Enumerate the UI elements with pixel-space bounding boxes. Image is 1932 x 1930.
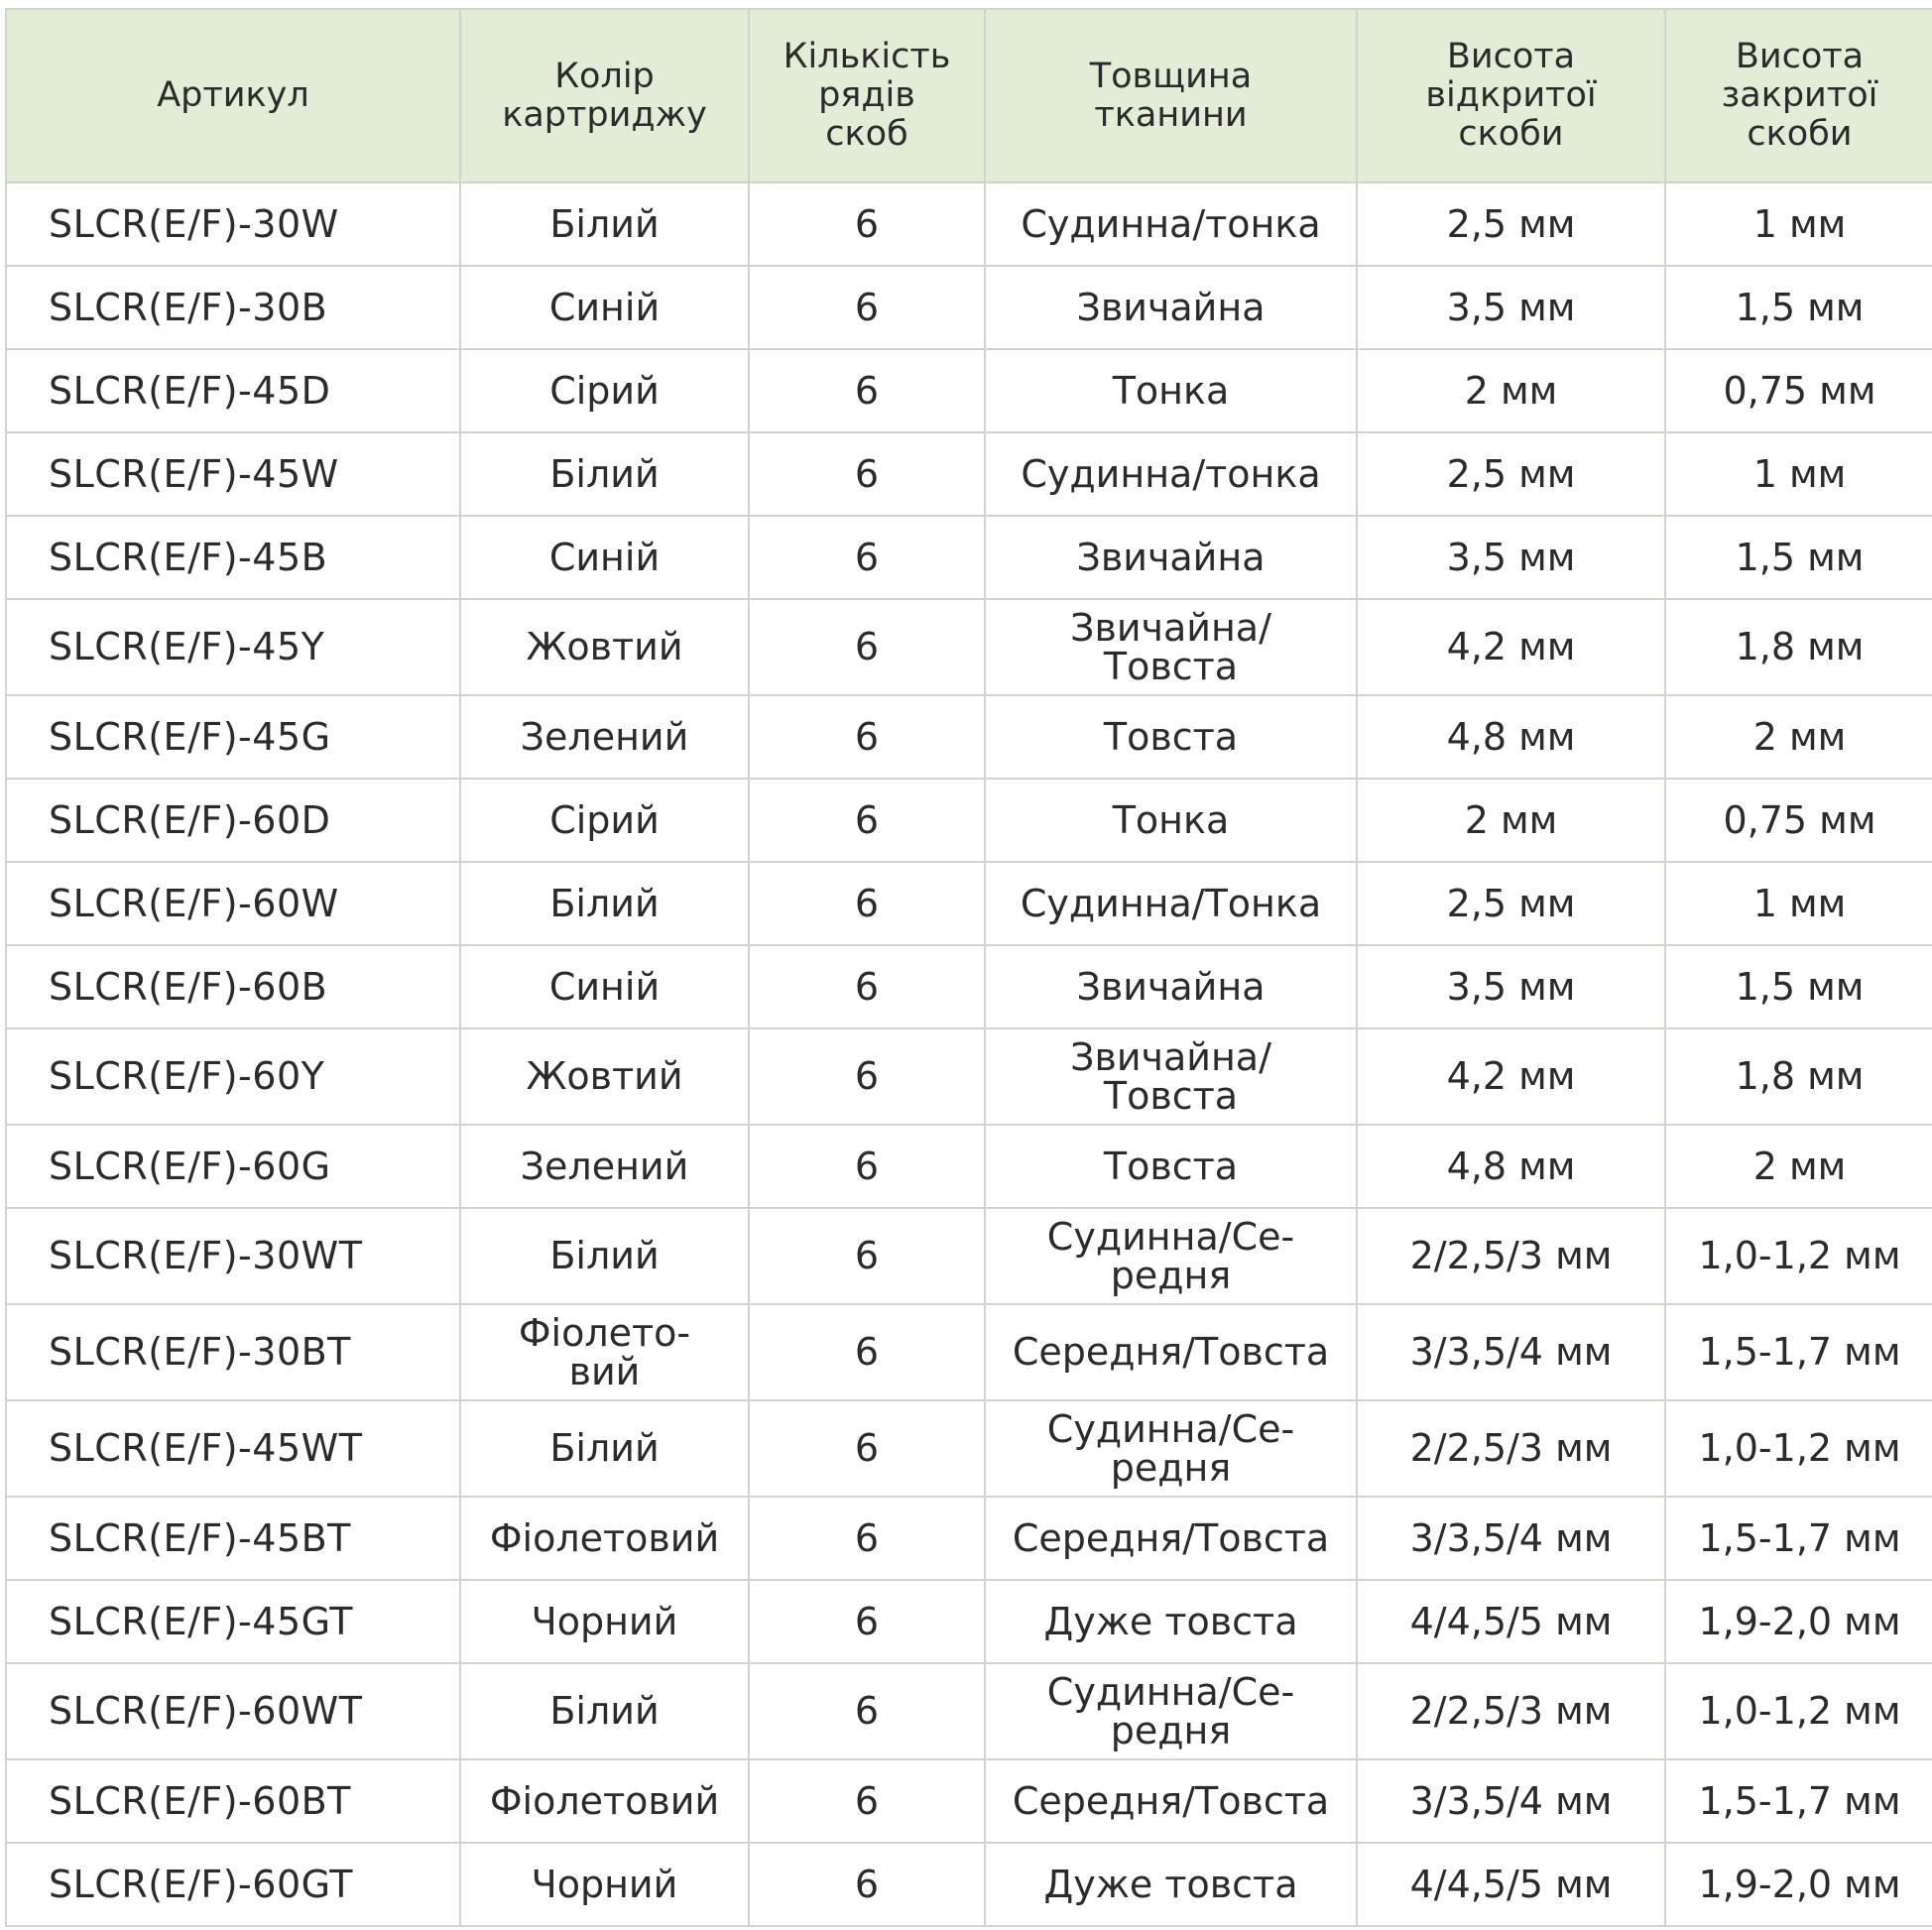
cell-cartridge-color xyxy=(460,862,749,945)
cell-closed-staple-height: 1,5 мм xyxy=(1665,945,1932,1028)
cell-staple-rows: 6 xyxy=(749,945,985,1028)
cell-open-staple-height: 4,8 мм xyxy=(1357,695,1665,779)
stapler-cartridge-table-container xyxy=(5,8,1932,1927)
table-row xyxy=(6,1663,1932,1759)
cell-tissue-thickness xyxy=(985,1843,1357,1926)
cell-tissue-thickness xyxy=(985,862,1357,945)
cell-cartridge-color xyxy=(460,945,749,1028)
header-label-line: скоби xyxy=(1458,114,1564,154)
cell-cartridge-color xyxy=(460,266,749,349)
cell-cartridge-color xyxy=(460,432,749,516)
cell-closed-staple-height: 2 мм xyxy=(1665,1125,1932,1208)
cell-staple-rows: 6 xyxy=(749,1843,985,1926)
header-open-staple-height xyxy=(1357,9,1665,182)
cell-open-staple-height: 2,5 мм xyxy=(1357,182,1665,266)
cell-open-staple-height: 4/4,5/5 мм xyxy=(1357,1580,1665,1663)
table-row xyxy=(6,1304,1932,1400)
cell-cartridge-color-line: Зелений xyxy=(520,1144,689,1188)
header-label-line: Кількість xyxy=(783,37,951,76)
cell-open-staple-height: 3,5 мм xyxy=(1357,945,1665,1028)
header-closed-staple-height xyxy=(1665,9,1932,182)
cell-article: SLCR(E/F)-45W xyxy=(6,432,460,516)
header-label-line: Товщина xyxy=(1089,56,1253,96)
table-row xyxy=(6,1497,1932,1580)
cell-tissue-thickness-line: редня xyxy=(1110,1708,1232,1752)
cell-cartridge-color xyxy=(460,349,749,432)
cell-tissue-thickness-line: Середня/Товста xyxy=(1012,1778,1330,1823)
header-label-line: Висота xyxy=(1735,37,1865,76)
cell-tissue-thickness-line: Товста xyxy=(1103,1144,1239,1188)
cell-cartridge-color xyxy=(460,695,749,779)
cell-closed-staple-height: 1,0-1,2 мм xyxy=(1665,1663,1932,1759)
cell-closed-staple-height: 1 мм xyxy=(1665,862,1932,945)
table-row xyxy=(6,1125,1932,1208)
cell-article: SLCR(E/F)-45B xyxy=(6,516,460,599)
cell-cartridge-color-line: Білий xyxy=(549,451,660,496)
header-label-line: Колір xyxy=(554,56,655,96)
cell-article: SLCR(E/F)-45BT xyxy=(6,1497,460,1580)
header-label-line: картриджу xyxy=(502,94,707,135)
cell-cartridge-color-line: Жовтий xyxy=(526,625,683,668)
cell-tissue-thickness-line: редня xyxy=(1110,1445,1232,1490)
table-row xyxy=(6,1843,1932,1926)
table-row xyxy=(6,599,1932,695)
cell-cartridge-color xyxy=(460,1400,749,1497)
cell-tissue-thickness-line: Звичайна/ xyxy=(1070,1034,1271,1079)
cell-staple-rows: 6 xyxy=(749,182,985,266)
cell-tissue-thickness xyxy=(985,1580,1357,1663)
cell-cartridge-color xyxy=(460,516,749,599)
cell-article: SLCR(E/F)-60WT xyxy=(6,1663,460,1759)
cell-open-staple-height: 3/3,5/4 мм xyxy=(1357,1759,1665,1843)
cell-tissue-thickness-line: Судинна/Се- xyxy=(1046,1406,1295,1451)
cell-staple-rows: 6 xyxy=(749,1208,985,1304)
cell-cartridge-color-line: Синій xyxy=(548,285,661,329)
cell-open-staple-height: 3,5 мм xyxy=(1357,516,1665,599)
table-row xyxy=(6,945,1932,1028)
cell-cartridge-color xyxy=(460,1497,749,1580)
cell-staple-rows: 6 xyxy=(749,266,985,349)
cell-staple-rows: 6 xyxy=(749,516,985,599)
cell-staple-rows: 6 xyxy=(749,1580,985,1663)
cell-cartridge-color-line: Синій xyxy=(548,535,661,579)
table-row xyxy=(6,1028,1932,1125)
cell-tissue-thickness xyxy=(985,695,1357,779)
header-label-line: закритої xyxy=(1721,75,1878,115)
cell-cartridge-color xyxy=(460,599,749,695)
header-label-line: відкритої xyxy=(1425,75,1597,115)
stapler-cartridge-table xyxy=(5,8,1932,1927)
cell-tissue-thickness xyxy=(985,779,1357,862)
cell-article: SLCR(E/F)-45GT xyxy=(6,1580,460,1663)
cell-cartridge-color-line: Білий xyxy=(549,1426,660,1470)
cell-open-staple-height: 4,2 мм xyxy=(1357,1028,1665,1125)
cell-open-staple-height: 2,5 мм xyxy=(1357,862,1665,945)
cell-cartridge-color xyxy=(460,1759,749,1843)
cell-tissue-thickness-line: Звичайна xyxy=(1076,285,1266,329)
cell-cartridge-color-line: Синій xyxy=(548,964,661,1009)
table-row xyxy=(6,862,1932,945)
cell-staple-rows: 6 xyxy=(749,1759,985,1843)
cell-open-staple-height: 4,2 мм xyxy=(1357,599,1665,695)
cell-staple-rows: 6 xyxy=(749,349,985,432)
cell-tissue-thickness xyxy=(985,1304,1357,1400)
cell-staple-rows: 6 xyxy=(749,599,985,695)
cell-cartridge-color xyxy=(460,1580,749,1663)
cell-tissue-thickness-line: Звичайна xyxy=(1076,964,1266,1009)
cell-closed-staple-height: 1,0-1,2 мм xyxy=(1665,1400,1932,1497)
cell-tissue-thickness xyxy=(985,266,1357,349)
cell-cartridge-color-line: Білий xyxy=(549,201,660,246)
cell-tissue-thickness-line: Товста xyxy=(1103,1073,1239,1118)
cell-tissue-thickness xyxy=(985,1663,1357,1759)
cell-tissue-thickness-line: Судинна/тонка xyxy=(1021,451,1321,496)
cell-closed-staple-height: 1 мм xyxy=(1665,432,1932,516)
cell-tissue-thickness xyxy=(985,599,1357,695)
cell-article: SLCR(E/F)-45G xyxy=(6,695,460,779)
cell-tissue-thickness-line: Судинна/тонка xyxy=(1021,201,1321,246)
cell-closed-staple-height: 1,5-1,7 мм xyxy=(1665,1759,1932,1843)
cell-article: SLCR(E/F)-60B xyxy=(6,945,460,1028)
cell-cartridge-color xyxy=(460,1663,749,1759)
cell-cartridge-color-line: Білий xyxy=(549,1689,660,1733)
cell-closed-staple-height: 1 мм xyxy=(1665,182,1932,266)
cell-cartridge-color-line: Чорний xyxy=(531,1862,678,1906)
cell-closed-staple-height: 0,75 мм xyxy=(1665,349,1932,432)
table-row xyxy=(6,432,1932,516)
table-row xyxy=(6,349,1932,432)
cell-closed-staple-height: 1,8 мм xyxy=(1665,599,1932,695)
cell-tissue-thickness-line: Середня/Товста xyxy=(1012,1330,1330,1374)
cell-tissue-thickness xyxy=(985,432,1357,516)
cell-cartridge-color-line: Сірий xyxy=(549,368,660,413)
cell-open-staple-height: 2 мм xyxy=(1357,349,1665,432)
header-label-line: Висота xyxy=(1446,37,1576,76)
cell-cartridge-color-line: вий xyxy=(568,1349,641,1393)
cell-open-staple-height: 3,5 мм xyxy=(1357,266,1665,349)
cell-cartridge-color-line: Фіолето- xyxy=(518,1310,691,1355)
cell-cartridge-color xyxy=(460,1304,749,1400)
table-row xyxy=(6,779,1932,862)
cell-tissue-thickness-line: редня xyxy=(1110,1253,1232,1297)
cell-tissue-thickness xyxy=(985,1497,1357,1580)
cell-tissue-thickness-line: Середня/Товста xyxy=(1012,1515,1330,1560)
cell-article: SLCR(E/F)-45WT xyxy=(6,1400,460,1497)
cell-open-staple-height: 3/3,5/4 мм xyxy=(1357,1497,1665,1580)
cell-open-staple-height: 2/2,5/3 мм xyxy=(1357,1400,1665,1497)
table-row xyxy=(6,1208,1932,1304)
cell-tissue-thickness-line: Дуже товста xyxy=(1043,1862,1298,1906)
cell-cartridge-color-line: Білий xyxy=(549,881,660,925)
header-article xyxy=(6,9,460,182)
cell-open-staple-height: 3/3,5/4 мм xyxy=(1357,1304,1665,1400)
cell-staple-rows: 6 xyxy=(749,779,985,862)
cell-open-staple-height: 2/2,5/3 мм xyxy=(1357,1663,1665,1759)
cell-closed-staple-height: 2 мм xyxy=(1665,695,1932,779)
header-label-line: рядів xyxy=(818,75,915,115)
cell-staple-rows: 6 xyxy=(749,1400,985,1497)
cell-cartridge-color xyxy=(460,1208,749,1304)
cell-closed-staple-height: 1,9-2,0 мм xyxy=(1665,1843,1932,1926)
table-row xyxy=(6,1400,1932,1497)
header-label-line: скоби xyxy=(1747,114,1853,154)
cell-open-staple-height: 2,5 мм xyxy=(1357,432,1665,516)
cell-tissue-thickness xyxy=(985,1400,1357,1497)
table-row xyxy=(6,182,1932,266)
cell-cartridge-color-line: Жовтий xyxy=(526,1054,683,1098)
cell-article: SLCR(E/F)-30BT xyxy=(6,1304,460,1400)
cell-cartridge-color-line: Фіолетовий xyxy=(489,1778,720,1823)
cell-tissue-thickness-line: Дуже товста xyxy=(1043,1599,1298,1643)
cell-staple-rows: 6 xyxy=(749,1125,985,1208)
cell-tissue-thickness-line: Тонка xyxy=(1112,368,1230,413)
cell-tissue-thickness-line: Звичайна xyxy=(1076,535,1266,579)
cell-staple-rows: 6 xyxy=(749,862,985,945)
table-row xyxy=(6,266,1932,349)
cell-cartridge-color xyxy=(460,182,749,266)
cell-article: SLCR(E/F)-45Y xyxy=(6,599,460,695)
table-row xyxy=(6,516,1932,599)
cell-cartridge-color-line: Зелений xyxy=(520,714,689,759)
cell-staple-rows: 6 xyxy=(749,1497,985,1580)
cell-tissue-thickness xyxy=(985,1125,1357,1208)
cell-closed-staple-height: 0,75 мм xyxy=(1665,779,1932,862)
table-header xyxy=(6,9,1932,182)
cell-tissue-thickness xyxy=(985,182,1357,266)
cell-open-staple-height: 2/2,5/3 мм xyxy=(1357,1208,1665,1304)
cell-cartridge-color-line: Сірий xyxy=(549,797,660,842)
cell-staple-rows: 6 xyxy=(749,1028,985,1125)
cell-article: SLCR(E/F)-60GT xyxy=(6,1843,460,1926)
cell-cartridge-color xyxy=(460,1028,749,1125)
cell-tissue-thickness xyxy=(985,516,1357,599)
cell-article: SLCR(E/F)-60BT xyxy=(6,1759,460,1843)
cell-article: SLCR(E/F)-60Y xyxy=(6,1028,460,1125)
cell-staple-rows: 6 xyxy=(749,1304,985,1400)
cell-staple-rows: 6 xyxy=(749,432,985,516)
header-staple-rows xyxy=(749,9,985,182)
cell-article: SLCR(E/F)-30WT xyxy=(6,1208,460,1304)
cell-closed-staple-height: 1,5 мм xyxy=(1665,516,1932,599)
cell-staple-rows: 6 xyxy=(749,1663,985,1759)
cell-cartridge-color-line: Фіолетовий xyxy=(489,1515,720,1560)
cell-tissue-thickness-line: Товста xyxy=(1103,714,1239,759)
cell-article: SLCR(E/F)-60W xyxy=(6,862,460,945)
cell-article: SLCR(E/F)-30B xyxy=(6,266,460,349)
cell-open-staple-height: 4/4,5/5 мм xyxy=(1357,1843,1665,1926)
table-row xyxy=(6,1580,1932,1663)
header-cartridge-color xyxy=(460,9,749,182)
cell-tissue-thickness xyxy=(985,1028,1357,1125)
cell-closed-staple-height: 1,5 мм xyxy=(1665,266,1932,349)
cell-tissue-thickness-line: Звичайна/ xyxy=(1070,605,1271,650)
cell-tissue-thickness xyxy=(985,945,1357,1028)
cell-tissue-thickness xyxy=(985,349,1357,432)
header-row xyxy=(6,9,1932,182)
cell-tissue-thickness-line: Тонка xyxy=(1112,797,1230,842)
header-label-line: тканини xyxy=(1094,94,1248,135)
cell-closed-staple-height: 1,8 мм xyxy=(1665,1028,1932,1125)
header-label-line: скоб xyxy=(825,114,908,154)
cell-closed-staple-height: 1,9-2,0 мм xyxy=(1665,1580,1932,1663)
cell-tissue-thickness xyxy=(985,1208,1357,1304)
cell-cartridge-color xyxy=(460,1843,749,1926)
cell-cartridge-color xyxy=(460,779,749,862)
cell-cartridge-color xyxy=(460,1125,749,1208)
cell-tissue-thickness-line: Товста xyxy=(1103,644,1239,688)
cell-closed-staple-height: 1,5-1,7 мм xyxy=(1665,1497,1932,1580)
cell-tissue-thickness-line: Судинна/Се- xyxy=(1046,1214,1295,1259)
cell-article: SLCR(E/F)-45D xyxy=(6,349,460,432)
cell-closed-staple-height: 1,0-1,2 мм xyxy=(1665,1208,1932,1304)
cell-tissue-thickness xyxy=(985,1759,1357,1843)
cell-open-staple-height: 2 мм xyxy=(1357,779,1665,862)
cell-tissue-thickness-line: Судинна/Се- xyxy=(1046,1669,1295,1714)
cell-closed-staple-height: 1,5-1,7 мм xyxy=(1665,1304,1932,1400)
cell-cartridge-color-line: Чорний xyxy=(531,1599,678,1643)
cell-cartridge-color-line: Білий xyxy=(549,1234,660,1277)
table-row xyxy=(6,1759,1932,1843)
cell-article: SLCR(E/F)-60D xyxy=(6,779,460,862)
cell-tissue-thickness-line: Судинна/Тонка xyxy=(1020,881,1322,925)
cell-open-staple-height: 4,8 мм xyxy=(1357,1125,1665,1208)
table-body xyxy=(6,182,1932,1926)
cell-staple-rows: 6 xyxy=(749,695,985,779)
cell-article: SLCR(E/F)-60G xyxy=(6,1125,460,1208)
header-label-line: Артикул xyxy=(157,75,309,115)
table-row xyxy=(6,695,1932,779)
cell-article: SLCR(E/F)-30W xyxy=(6,182,460,266)
header-tissue-thickness xyxy=(985,9,1357,182)
